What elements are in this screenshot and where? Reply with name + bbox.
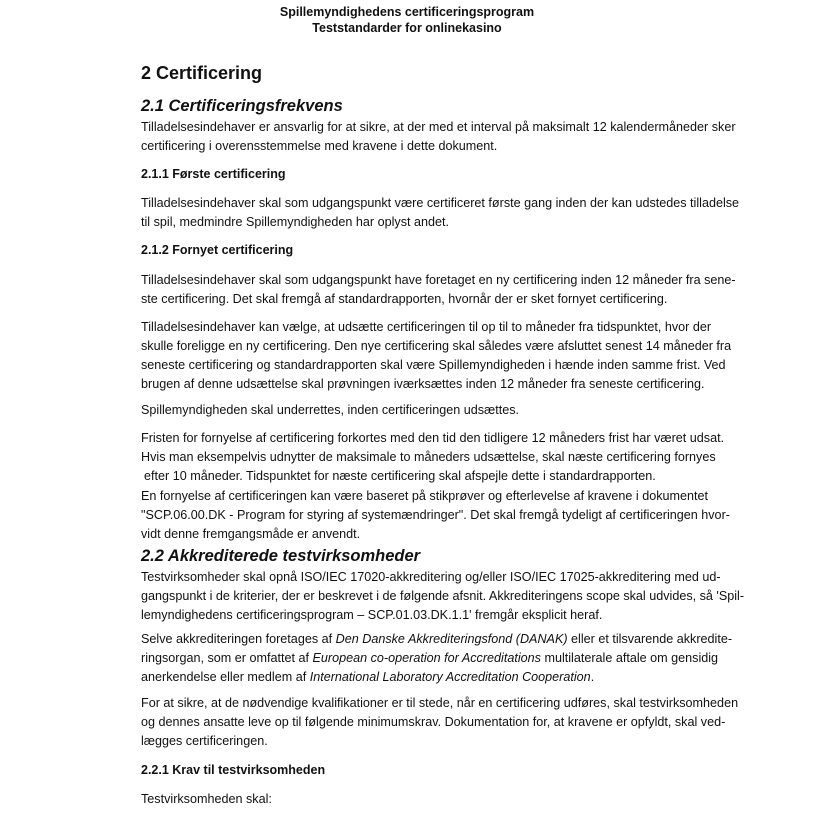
section-heading-2-2: 2.2 Akkrediterede testvirksomheder [141,547,421,565]
text-line: skulle foreligge en ny certificering. Den nye certificering skal således være afsluttet senest 14 måneder fra [141,339,732,353]
text-line: brugen af denne udsættelse skal prøvningen iværksættes inden 12 måneder fra seneste certificering. [141,377,705,391]
text-line: Tilladelsesindehaver skal som udgangspunkt have foretaget en ny certificering inden 12 måneder fra sene- [141,273,736,287]
text-line: og dennes ansatte leve op til følgende minimumskrav. Dokumentation for, at kravene er opfyldt, skal ved- [141,715,726,729]
text-line: Spillemyndigheden skal underrettes, inden certificeringen udsættes. [141,403,520,417]
paragraph-2-1-intro [141,118,736,156]
section-heading-2-1-2: 2.1.2 Fornyet certificering [141,243,294,257]
ilac-name: International Laboratory Accreditation Cooperation [309,670,591,684]
paragraph-2-2-c [141,694,739,751]
text-line: En fornyelse af certificeringen kan være baseret på stikprøver og efterlevelse af kravene i dokumentet [141,489,709,503]
paragraph-2-1-2-b [141,318,732,394]
ea-name: European co-operation for Accreditations [312,651,541,665]
text-line: certificering i overensstemmelse med kravene i dette dokument. [141,139,498,153]
paragraph-2-1-2-e [141,487,730,544]
paragraph-2-1-2-a [141,271,736,309]
text-line [141,649,719,668]
paragraph-2-2-b [141,630,733,687]
text-run: eller et tilsvarende akkredite- [567,632,733,646]
text-run: multilaterale aftale om gensidig [540,651,719,665]
text-line: Tilladelsesindehaver er ansvarlig for at sikre, at der med et interval på maksimalt 12 kalendermåneder sker [141,120,736,134]
text-line: Tilladelsesindehaver kan vælge, at udsætte certificeringen til op til to måneder fra tidspunktet, hvor der [141,320,712,334]
text-line: vidt denne fremgangsmåde er anvendt. [141,527,361,541]
text-line: til spil, medmindre Spillemyndigheden har oplyst andet. [141,215,450,229]
section-heading-2-1: 2.1 Certificeringsfrekvens [141,97,343,115]
text-line: lemyndighedens certificeringsprogram – SCP.01.03.DK.1.1' fremgår eksplicit heraf. [141,608,603,622]
text-line: Testvirksomheden skal: [141,792,272,806]
paragraph-2-1-1 [141,194,740,232]
running-header-line-2: Teststandarder for onlinekasino [312,21,502,35]
text-run: . [590,670,595,684]
text-run: anerkendelse eller medlem af [141,670,310,684]
paragraph-2-1-2-d [141,429,725,486]
section-heading-2: 2 Certificering [141,63,263,83]
paragraph-2-2-a [141,568,745,625]
text-line: Tilladelsesindehaver skal som udgangspunkt være certificeret første gang inden der kan udstedes tilladelse [141,196,740,210]
text-line: lægges certificeringen. [141,734,268,748]
text-line: gangspunkt i de kriterier, der er beskrevet i de følgende afsnit. Akkrediteringens scope skal udvides, så 'Spil- [141,589,745,603]
section-heading-2-1-1: 2.1.1 Første certificering [141,167,286,181]
text-line: efter 10 måneder. Tidspunktet for næste certificering skal afspejle dette i standardrapporten. [144,469,656,483]
section-heading-2-2-1: 2.2.1 Krav til testvirksomheden [141,763,326,777]
text-line: Hvis man eksempelvis udnytter de maksimale to måneders udsættelse, skal næste certificering fornyes [141,450,716,464]
text-line: seneste certificering og standardrapporten skal være Spillemyndigheden i hænde inden samme frist. Ved [141,358,726,372]
running-header-line-1: Spillemyndighedens certificeringsprogram [279,5,535,19]
paragraph-2-2-1-lead [141,790,686,809]
text-run: Selve akkrediteringen foretages af [141,632,336,646]
text-line: "SCP.06.00.DK - Program for styring af systemændringer". Det skal fremgå tydeligt af certificeringen hvor- [141,508,730,522]
text-line: ste certificering. Det skal fremgå af standardrapporten, hvornår der er sket fornyet certificering. [141,292,668,306]
text-line [141,630,733,649]
text-run: ringsorgan, som er omfattet af [141,651,313,665]
text-line: For at sikre, at de nødvendige kvalifikationer er til stede, når en certificering udføres, skal testvirksomheden [141,696,739,710]
text-line: Fristen for fornyelse af certificering forkortes med den tid den tidligere 12 måneders frist har været udsat. [141,431,725,445]
danak-name: Den Danske Akkrediteringsfond (DANAK) [335,632,568,646]
text-line [141,668,686,687]
paragraph-2-1-2-c [141,401,686,420]
text-line: Testvirksomheder skal opnå ISO/IEC 17020-akkreditering og/eller ISO/IEC 17025-akkreditering med ud- [141,570,721,584]
